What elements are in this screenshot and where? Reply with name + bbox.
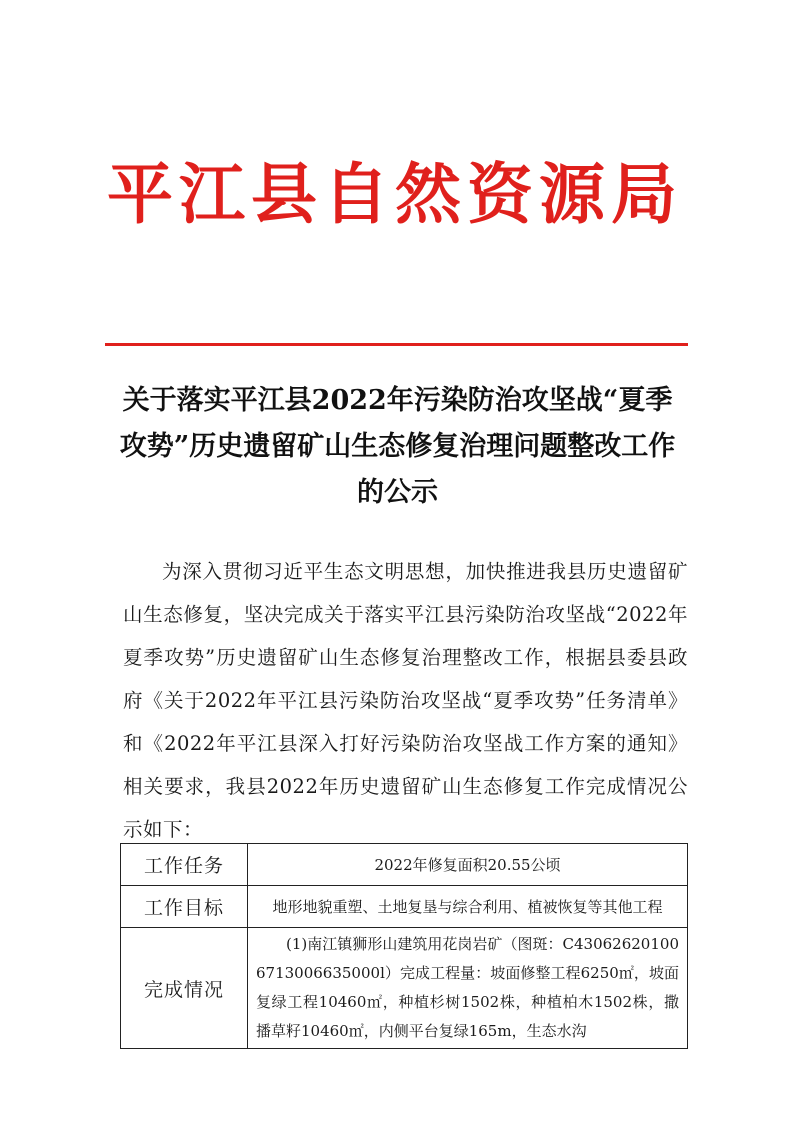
table-row-goal: [121, 886, 688, 928]
task-table: [120, 843, 688, 1049]
red-divider-line: [105, 343, 688, 346]
row-value-completion: [248, 928, 688, 1049]
row-label-completion: 完成情况: [121, 928, 248, 1049]
body-paragraph: 为深入贯彻习近平生态文明思想，加快推进我县历史遗留矿山生态修复，坚决完成关于落实平江县污染防治攻坚战“2022年夏季攻势”历史遗留矿山生态修复治理整改工作，根据县委县政府《关于2022年平江县污染防治攻坚战“夏季攻势”任务清单》和《2022年平江县深入打好污染防治攻坚战工作方案的通知》相关要求，我县2022年历史遗留矿山生态修复工作完成情况公示如下：: [123, 560, 688, 841]
masthead-agency-name: 平江县自然资源局: [107, 156, 683, 233]
notice-title: 关于落实平江县2022年污染防治攻坚战“夏季攻势”历史遗留矿山生态修复治理问题整改工作的公示: [119, 385, 676, 508]
completion-detail-text: (1)南江镇狮形山建筑用花岗岩矿（图斑：C430626201006713006635000l）完成工程量：坡面修整工程6250㎡，坡面复绿工程10460㎡，种植杉树1502株，种植柏木1502株，撒播草籽10460㎡，内侧平台复绿165m，生态水沟: [256, 935, 679, 1040]
row-value-task: 2022年修复面积20.55公顷: [248, 844, 688, 886]
row-value-goal: 地形地貌重塑、土地复垦与综合利用、植被恢复等其他工程: [248, 886, 688, 928]
table-row-completion: [121, 928, 688, 1049]
row-label-goal: 工作目标: [121, 886, 248, 928]
table-row-task: [121, 844, 688, 886]
row-label-task: 工作任务: [121, 844, 248, 886]
